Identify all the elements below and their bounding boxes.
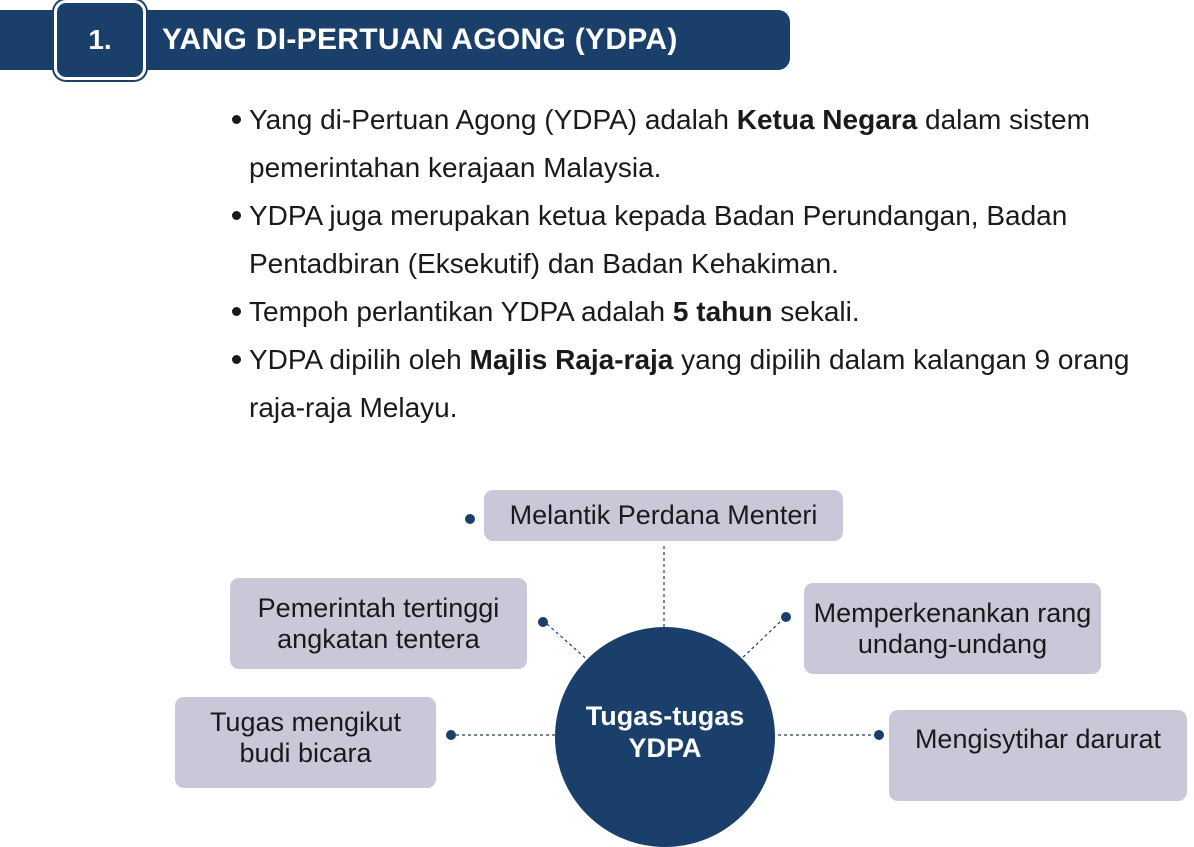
bullet-emphasis: Ketua Negara [736, 104, 918, 135]
duty-upper-right: Memperkenankan rang undang-undang [804, 583, 1101, 674]
duty-lower-left: Tugas mengikut budi bicara [175, 697, 436, 788]
dot-top [465, 514, 475, 524]
section-number: 1. [54, 0, 146, 80]
bullet-item: YDPA juga merupakan ketua kepada Badan Perundangan, Badan Pentadbiran (Eksekutif) dan Badan Kehakiman. [230, 192, 1130, 288]
duty-upper-left: Pemerintah tertinggi angkatan tentera [230, 578, 527, 669]
center-label: Tugas-tugas YDPA [585, 701, 745, 763]
bullet-item: Yang di-Pertuan Agong (YDPA) adalah Ketua Negara dalam sistem pemerintahan kerajaan Malaysia. [230, 96, 1130, 192]
dot-lower-left [446, 730, 456, 740]
bullet-item: YDPA dipilih oleh Majlis Raja-raja yang dipilih dalam kalangan 9 orang raja-raja Melayu. [230, 336, 1130, 432]
bullet-item: Tempoh perlantikan YDPA adalah 5 tahun sekali. [230, 288, 1130, 336]
section-title: YANG DI-PERTUAN AGONG (YDPA) [162, 23, 678, 56]
duty-lower-right: Mengisytihar darurat [889, 710, 1187, 801]
duty-top: Melantik Perdana Menteri [484, 490, 843, 541]
dot-upper-left [538, 617, 548, 627]
dot-lower-right [874, 730, 884, 740]
bullet-emphasis: Majlis Raja-raja [469, 344, 674, 375]
connector-upper-right [738, 622, 780, 662]
connector-upper-left [547, 624, 590, 662]
dot-upper-right [781, 612, 791, 622]
bullet-emphasis: 5 tahun [672, 296, 773, 327]
